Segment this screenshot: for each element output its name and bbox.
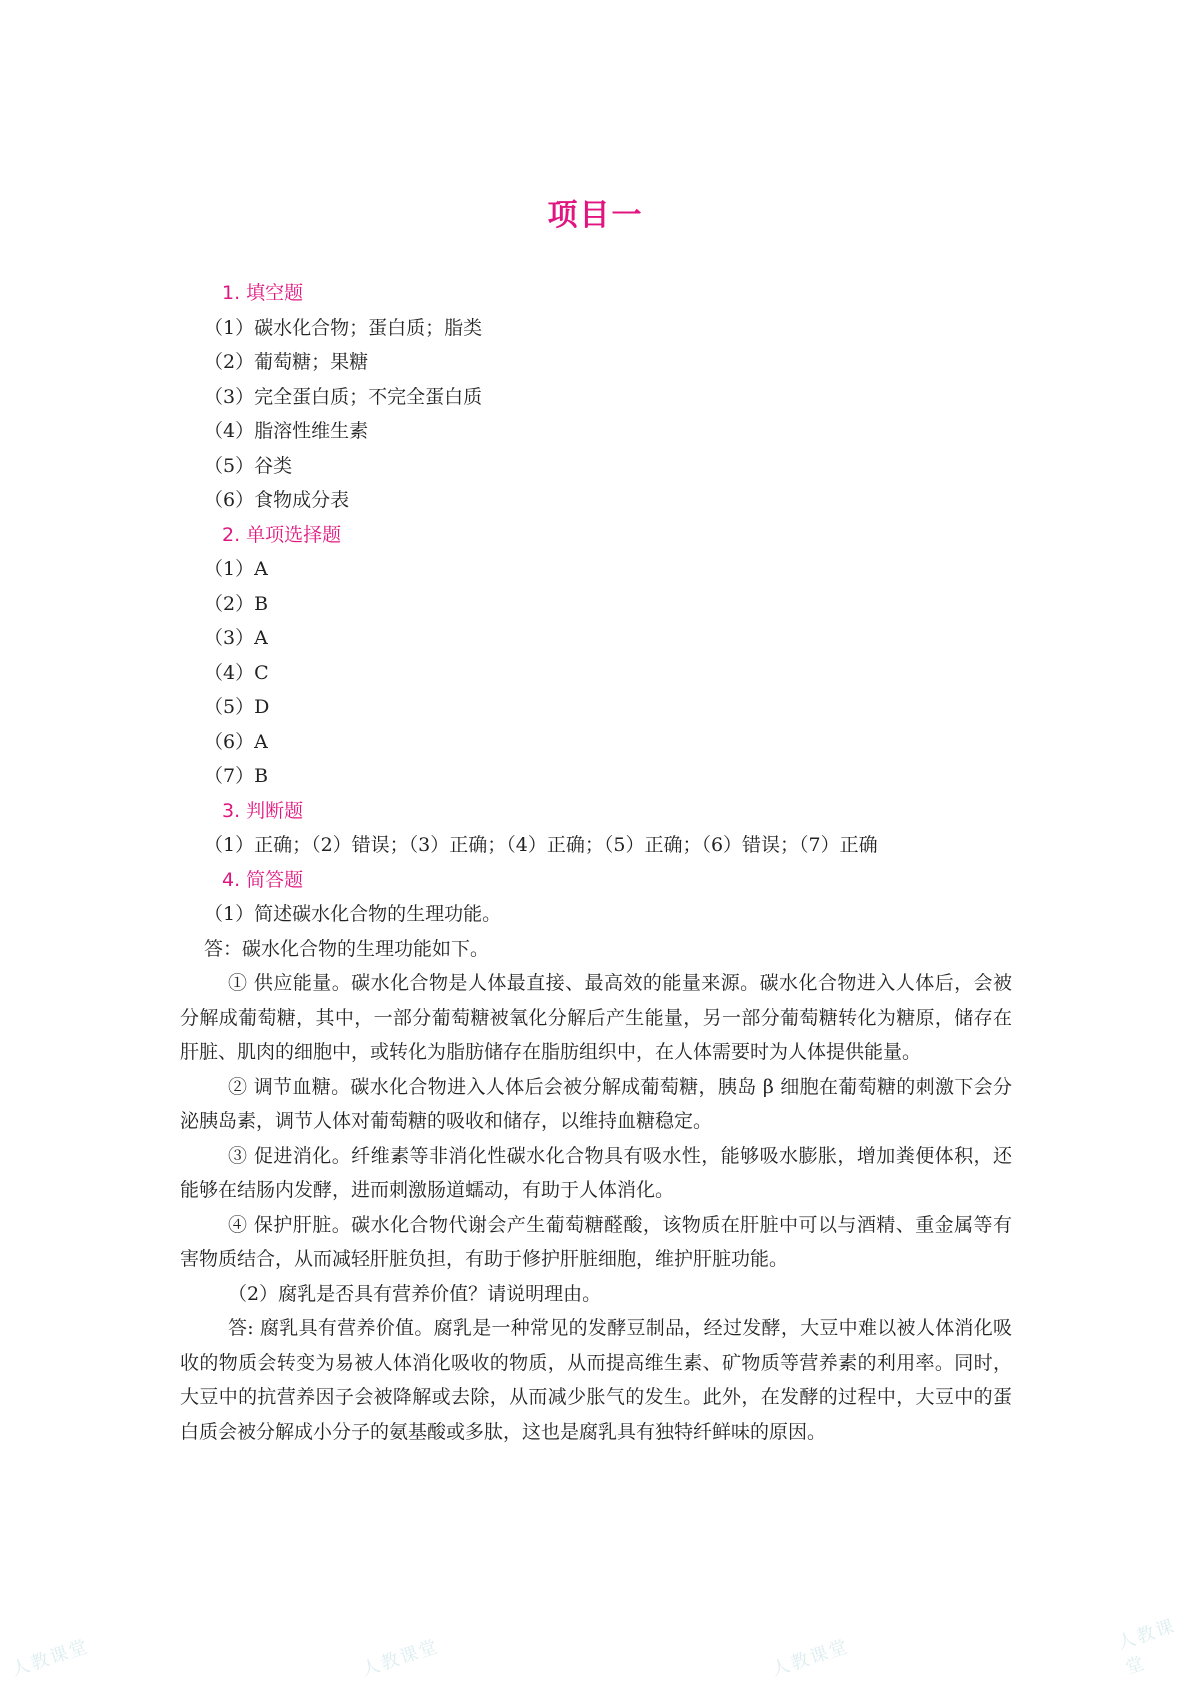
- watermark: 人教课堂: [359, 1636, 442, 1681]
- section-heading-fill: 1. 填空题: [222, 282, 304, 304]
- list-item: （3）A: [204, 627, 268, 649]
- answer-1-point: ④ 保护肝脏。碳水化合物代谢会产生葡萄糖醛酸，该物质在肝脏中可以与酒精、重金属等有害物质结合，从而减轻肝脏负担，有助于修护肝脏细胞，维护肝脏功能。: [180, 1213, 1012, 1270]
- watermark: 人教课堂: [1114, 1615, 1179, 1679]
- list-item: （5）D: [204, 696, 270, 718]
- list-item: （3）完全蛋白质；不完全蛋白质: [204, 385, 483, 408]
- answer-1-point: ① 供应能量。碳水化合物是人体最直接、最高效的能量来源。碳水化合物进入人体后，会被分解成葡萄糖，其中，一部分葡萄糖被氧化分解后产生能量，另一部分葡萄糖转化为糖原，储存在肝脏、肌肉的细胞中，或转化为脂肪储存在脂肪组织中，在人体需要时为人体提供能量。: [180, 972, 1012, 1063]
- list-item: （6）食物成分表: [204, 489, 350, 511]
- list-item: （4）C: [204, 661, 269, 684]
- list-item: （4）脂溶性维生素: [204, 420, 369, 442]
- question-2: （2）腐乳是否具有营养价值？请说明理由。: [228, 1282, 602, 1305]
- list-item: （2）葡萄糖；果糖: [204, 351, 369, 373]
- answer-1-intro: 答：碳水化合物的生理功能如下。: [204, 937, 490, 960]
- answer-1-point: ③ 促进消化。纤维素等非消化性碳水化合物具有吸水性，能够吸水膨胀，增加粪便体积，还能够在结肠内发酵，进而刺激肠道蠕动，有助于人体消化。: [180, 1144, 1012, 1201]
- list-item: （7）B: [204, 765, 269, 787]
- answer-2: 答: 腐乳具有营养价值。腐乳是一种常见的发酵豆制品，经过发酵，大豆中难以被人体消化吸收的物质会转变为易被人体消化吸收的物质，从而提高维生素、矿物质等营养素的利用率。同时，大豆中的抗营养因子会被降解或去除，从而减少胀气的发生。此外，在发酵的过程中，大豆中的蛋白质会被分解成小分子的氨基酸或多肽，这也是腐乳具有独特纤鲜味的原因。: [180, 1317, 1012, 1443]
- page-title: 项目一: [547, 198, 644, 233]
- section-heading-short: 4. 简答题: [222, 868, 304, 891]
- list-item: （1）A: [204, 558, 268, 580]
- list-item: （1）正确；（2）错误；（3）正确；（4）正确；（5）正确；（6）错误；（7）正确: [204, 834, 878, 856]
- answer-1-point: ② 调节血糖。碳水化合物进入人体后会被分解成葡萄糖，胰岛 β 细胞在葡萄糖的刺激下会分泌胰岛素，调节人体对葡萄糖的吸收和储存，以维持血糖稳定。: [180, 1075, 1012, 1132]
- list-item: （2）B: [204, 592, 269, 615]
- watermark: 人教课堂: [9, 1636, 92, 1681]
- section-heading-choice: 2. 单项选择题: [222, 523, 342, 546]
- section-heading-judge: 3. 判断题: [222, 799, 304, 822]
- answer-content: [180, 276, 1012, 1449]
- list-item: （1）碳水化合物；蛋白质；脂类: [204, 316, 483, 339]
- watermark: 人教课堂: [769, 1636, 852, 1681]
- question-1: （1）简述碳水化合物的生理功能。: [204, 903, 502, 925]
- list-item: （5）谷类: [204, 454, 293, 477]
- list-item: （6）A: [204, 730, 268, 753]
